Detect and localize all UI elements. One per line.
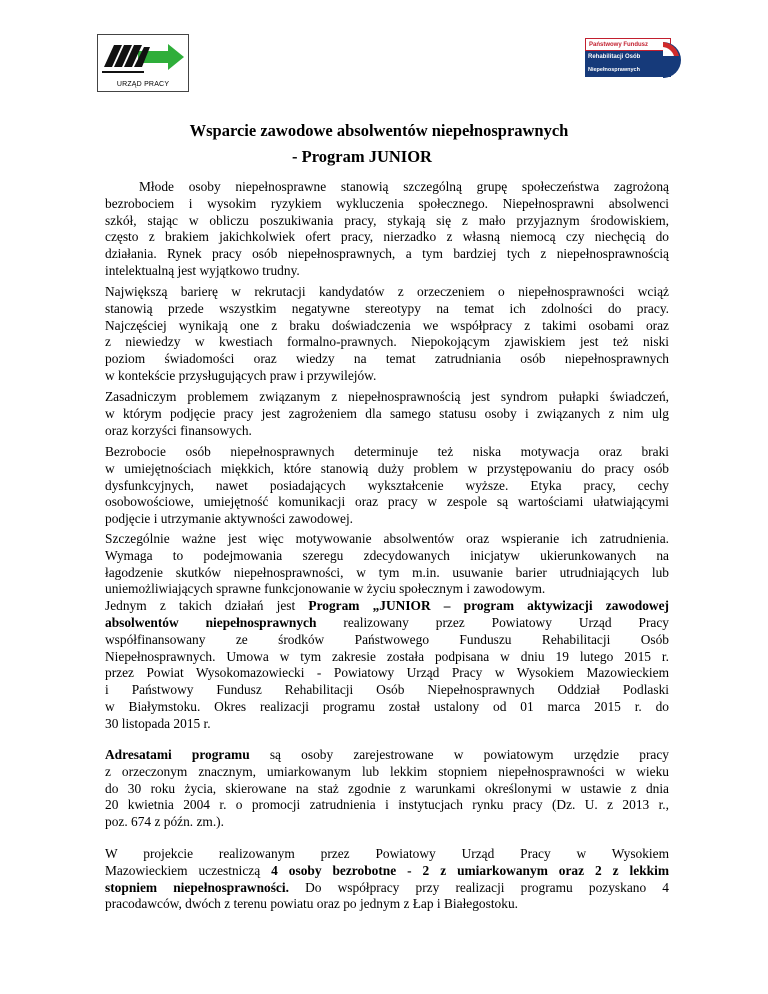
text-line: Zasadniczym problemem związanym z niepełnosprawnością jest syndrom pułapki świadczeń, xyxy=(105,389,669,404)
text-line: w umiejętnościach miękkich, które stanowią duży problem w przystępowaniu do pracy osób xyxy=(105,460,669,476)
text-line: dysfunkcyjnych, nawet posiadających wykształcenie wyższe. Etyka pracy, cechy xyxy=(105,477,669,493)
text-line: W projekcie realizowanym przez Powiatowy Urząd Pracy w Wysokiem xyxy=(105,846,669,861)
program-name-bold: absolwentów niepełnosprawnych xyxy=(105,614,317,630)
text-line: do 30 roku życia, skierowane na staż zgodnie z warunkami określonymi w ustawie z dnia xyxy=(105,780,669,796)
urzad-pracy-logo xyxy=(97,34,189,92)
text-line: Szczególnie ważne jest więc motywowanie absolwentów oraz wspieranie ich zatrudnienia. xyxy=(105,531,669,546)
page-title: Wsparcie zawodowe absolwentów niepełnosprawnych xyxy=(189,121,569,140)
paragraph-barriers xyxy=(105,284,669,385)
text-span: Do współpracy przy realizacji programu pozyskano 4 xyxy=(288,879,670,895)
text-line: Młode osoby niepełnosprawne stanowią szczególną grupę społeczeństwa zagrożoną xyxy=(139,179,669,194)
text-line: Niepełnosprawnych. Umowa w tym zakresie została podpisana w dniu 19 lutego 2015 r. xyxy=(105,648,669,664)
text-span: są osoby zarejestrowane w powiatowym urzędzie pracy xyxy=(249,747,669,762)
text-line: z orzeczonym znacznym, umiarkowanym lub lekkim stopniem niepełnosprawności w wieku xyxy=(105,763,669,779)
pfron-line1: Państwowy Fundusz xyxy=(585,38,671,51)
text-line: podjęcie i utrzymanie aktywności zawodowej. xyxy=(105,511,354,527)
text-line: pracodawców, dwóch z terenu powiatu oraz po jednym z Łap i Białegostoku. xyxy=(105,896,518,912)
arrow-logo-icon xyxy=(98,35,188,79)
pfron-emblem-icon xyxy=(659,40,681,80)
text-line: szkół, stając w obliczu poszukiwania pracy, stykają się z mało przyjaznym środowiskiem, xyxy=(105,212,669,228)
text-line: poz. 674 z późn. zm.). xyxy=(105,814,224,830)
text-line: współfinansowany ze środków Państwowego Funduszu Rehabilitacji Osób xyxy=(105,631,669,647)
text-line: poziom świadomości oraz wiedzy na temat zatrudniania osób niepełnosprawnych xyxy=(105,351,669,367)
text-line xyxy=(105,863,669,880)
paragraph-motivation xyxy=(105,444,669,528)
participants-bold: stopniem niepełnosprawności. xyxy=(105,879,289,895)
addressees-bold: Adresatami programu xyxy=(105,747,250,762)
text-line xyxy=(105,615,669,632)
text-line: w Białymstoku. Okres realizacji programu został ustalony od 01 marca 2015 r. do xyxy=(105,698,669,714)
text-line: Bezrobocie osób niepełnosprawnych determinuje też niska motywacja oraz braki xyxy=(105,444,669,459)
text-line: z niewiedzy w kwestiach formalno-prawnych. Niepokojącym zjawiskiem jest też niski xyxy=(105,334,669,350)
text-line: oraz korzyści finansowych. xyxy=(105,422,252,438)
text-line: Największą barierę w rekrutacji kandydatów z orzeczeniem o niepełnosprawności wciąż xyxy=(105,284,669,299)
participants-bold: 4 osoby bezrobotne - 2 z umiarkowanym oraz 2 z lekkim xyxy=(271,862,669,878)
paragraph-participants xyxy=(105,846,669,913)
pfron-line3: Niepełnosprawnych xyxy=(585,64,671,77)
paragraph-benefit-trap xyxy=(105,389,669,439)
text-line: intelektualną jest wyjątkowo trudny. xyxy=(105,262,300,278)
page-subtitle: - Program JUNIOR xyxy=(292,147,432,166)
paragraph-program xyxy=(105,531,669,733)
pfron-logo xyxy=(585,38,677,80)
text-line: przez Powiat Wysokomazowiecki - Powiatowy Urząd Pracy w Wysokiem Mazowieckiem xyxy=(105,665,669,681)
text-line xyxy=(105,880,669,897)
text-line: 20 kwietnia 2004 r. o promocji zatrudnienia i instytucjach rynku pracy (Dz. U. z 2013 r., xyxy=(105,797,669,813)
text-line: stanowią przede wszystkim negatywne stereotypy na temat ich zdolności do pracy. xyxy=(105,300,669,316)
text-span: realizowany przez Powiatowy Urząd Pracy xyxy=(316,614,669,630)
paragraph-addressees xyxy=(105,747,669,831)
logo-left-caption: URZĄD PRACY xyxy=(116,81,170,88)
text-line xyxy=(105,598,669,615)
text-line: i Państwowy Fundusz Rehabilitacji Osób Niepełnosprawnych Oddział Podlaski xyxy=(105,682,669,698)
text-span: Mazowieckiem uczestniczą xyxy=(105,862,272,878)
text-line: osobowościowe, umiejętność komunikacji oraz pracy w zespole są wartościami ułatwiającymi xyxy=(105,494,669,510)
text-line: Wymaga to podejmowania szeregu zdecydowanych inicjatyw ukierunkowanych na xyxy=(105,547,669,563)
text-line: Najczęściej wynikają one z braku doświadczenia we współpracy z takimi osobami oraz xyxy=(105,317,669,333)
program-name-bold: Program „JUNIOR – program aktywizacji zawodowej xyxy=(308,598,669,614)
text-span: Jednym z takich działań jest xyxy=(105,598,309,614)
paragraph-intro xyxy=(105,179,669,280)
text-line xyxy=(105,747,669,764)
text-line: często z brakiem jakichkolwiek ofert pracy, nierzadko z własną niemocą czy niechęcią do xyxy=(105,229,669,245)
text-line: w kontekście przysługujących praw i przywilejów. xyxy=(105,367,377,383)
text-line: łagodzenie skutków niepełnosprawności, w tym m.in. usuwanie barier utrudniających lub xyxy=(105,564,669,580)
text-line: bezrobociem i wysokim ryzykiem wykluczenia społecznego. Niepełnosprawni absolwenci xyxy=(105,195,669,211)
text-line: działania. Rynek pracy osób niepełnosprawnych, a tym bardziej tych z niepełnosprawnością xyxy=(105,246,669,262)
text-line: w którym podjęcie pracy jest zagrożeniem dla samego statusu osoby i związanych z nim ulg xyxy=(105,405,669,421)
text-line: 30 listopada 2015 r. xyxy=(105,715,211,731)
text-line: uniemożliwiających sprawne funkcjonowanie w życiu społecznym i zawodowym. xyxy=(105,581,546,597)
pfron-line2: Rehabilitacji Osób xyxy=(585,51,671,64)
